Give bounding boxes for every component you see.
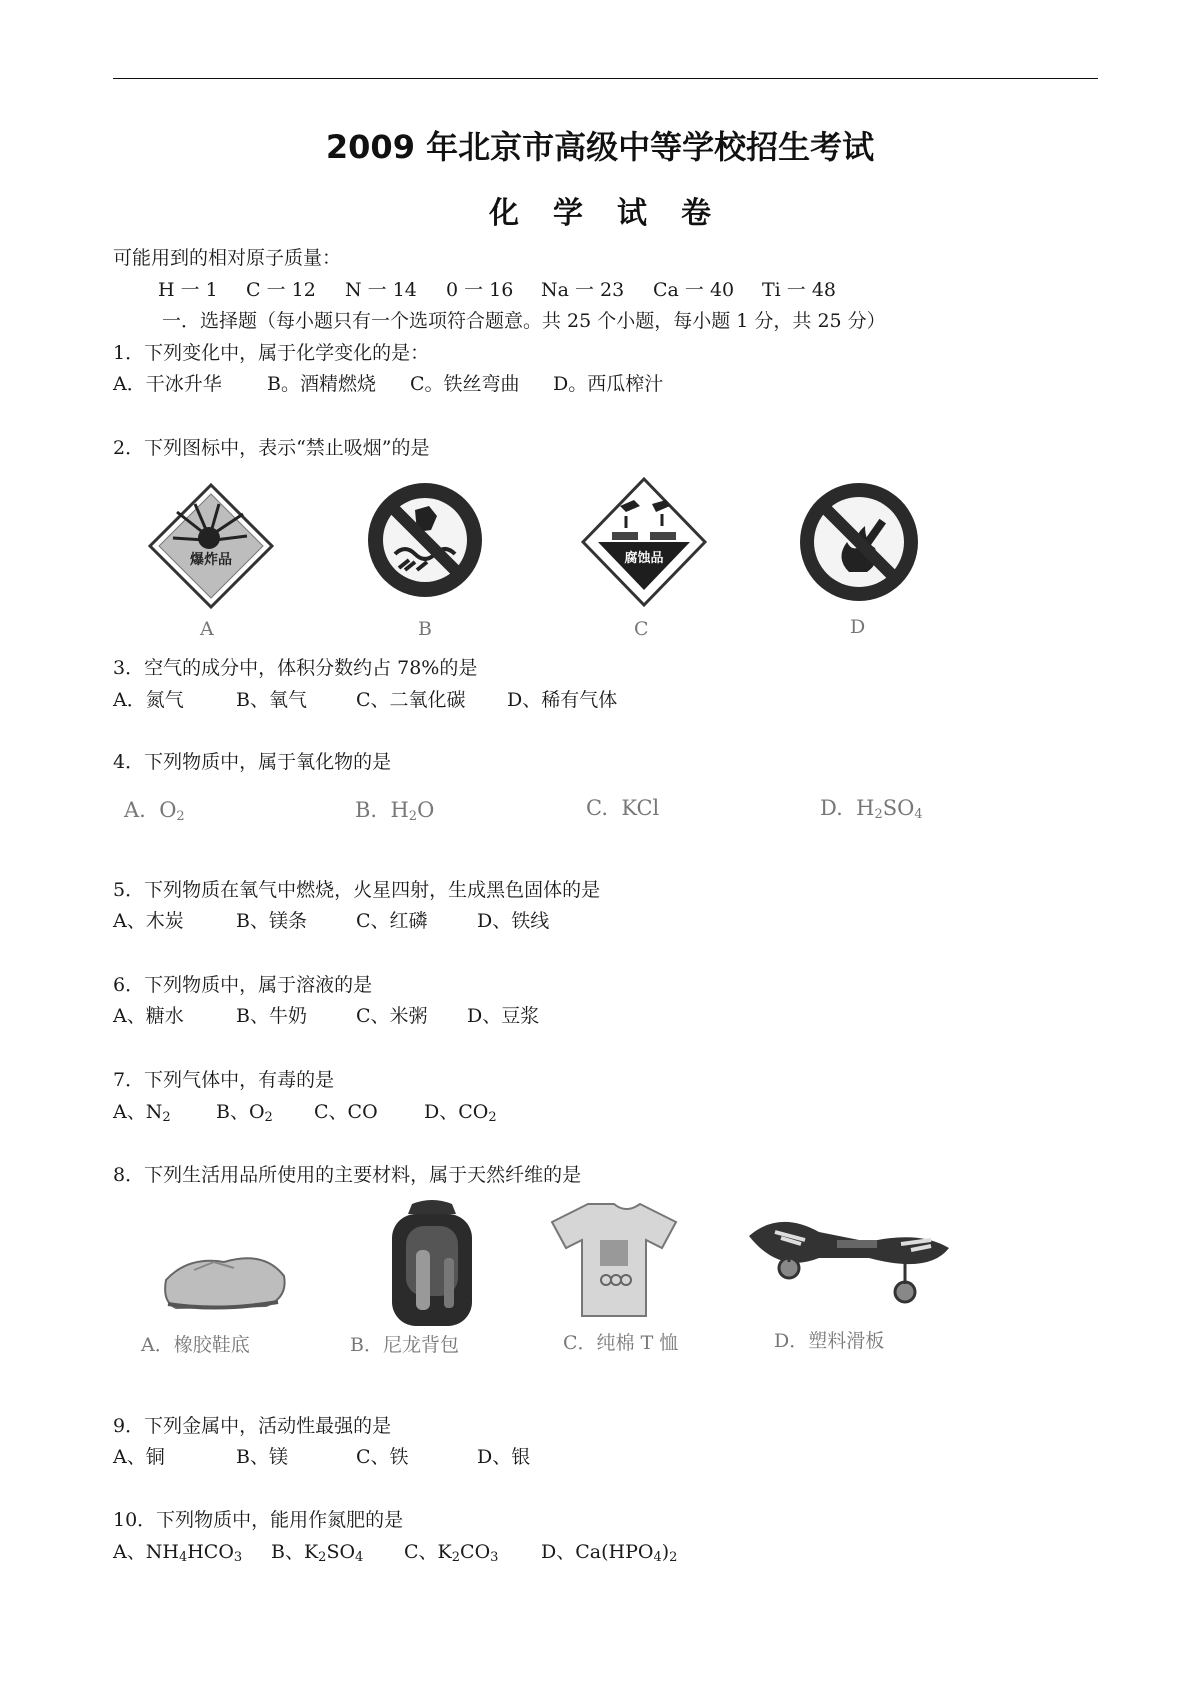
q10-stem: 10．下列物质中，能用作氮肥的是 bbox=[113, 1509, 404, 1531]
q7-option-a: A、$N_2$ bbox=[113, 1101, 171, 1125]
q10-option-c: C、$K_2CO_3$ bbox=[404, 1541, 499, 1565]
q7-option-d: D、$CO_2$ bbox=[424, 1101, 497, 1125]
corrosive-sign-text: 腐蚀品 bbox=[624, 551, 664, 566]
atomic-mass-c: C 一 12 bbox=[246, 279, 316, 301]
q1-option-a: A．干冰升华 bbox=[113, 373, 222, 395]
atomic-mass-o: 0 一 16 bbox=[446, 279, 514, 301]
q5-option-d: D、铁线 bbox=[477, 910, 550, 932]
q4-option-c: C. KCl bbox=[586, 796, 660, 820]
q9-option-c: C、铁 bbox=[356, 1446, 409, 1468]
q4-option-d: D. $H_2SO_4$ bbox=[820, 796, 923, 822]
q8-caption-a: A．橡胶鞋底 bbox=[141, 1334, 250, 1356]
q4-option-a: A. $O_2$ bbox=[124, 798, 185, 824]
q5-stem: 5．下列物质在氧气中燃烧，火星四射，生成黑色固体的是 bbox=[113, 879, 601, 901]
q8-stem: 8．下列生活用品所使用的主要材料，属于天然纤维的是 bbox=[113, 1164, 582, 1186]
q10-option-b: B、$K_2SO_4$ bbox=[271, 1541, 364, 1565]
atomic-mass-h: H 一 1 bbox=[158, 279, 218, 301]
exam-subtitle: 化学试卷 bbox=[489, 196, 745, 231]
explosive-sign-icon bbox=[147, 482, 275, 610]
plastic-skateboard-image bbox=[745, 1206, 955, 1308]
exam-title: 2009 年北京市高级中等学校招生考试 bbox=[325, 128, 875, 166]
q7-option-c: C、CO bbox=[314, 1101, 378, 1123]
q2-stem: 2．下列图标中，表示“禁止吸烟”的是 bbox=[113, 437, 430, 459]
q3-option-a: A．氮气 bbox=[113, 689, 184, 711]
cotton-tshirt-image bbox=[548, 1200, 680, 1320]
q4-stem: 4．下列物质中，属于氧化物的是 bbox=[113, 751, 392, 773]
q2-label-c: C bbox=[634, 618, 649, 640]
q9-stem: 9．下列金属中，活动性最强的是 bbox=[113, 1415, 392, 1437]
q10-option-a: A、$NH_4HCO_3$ bbox=[113, 1541, 243, 1565]
q8-caption-b: B．尼龙背包 bbox=[350, 1334, 459, 1356]
atomic-mass-n: N 一 14 bbox=[345, 279, 417, 301]
q2-label-a: A bbox=[200, 618, 214, 640]
atomic-mass-label: 可能用到的相对原子质量： bbox=[113, 247, 342, 269]
q1-option-b: B。酒精燃烧 bbox=[267, 373, 376, 395]
explosive-sign-text: 爆炸品 bbox=[190, 552, 232, 568]
q1-option-c: C。铁丝弯曲 bbox=[410, 373, 520, 395]
q2-label-d: D bbox=[850, 616, 866, 638]
no-smoking-sign-icon bbox=[797, 480, 921, 604]
no-fishing-sign-icon bbox=[365, 480, 485, 600]
nylon-backpack-image bbox=[382, 1198, 482, 1330]
rubber-shoe-image bbox=[160, 1232, 290, 1318]
q9-option-a: A、铜 bbox=[113, 1446, 165, 1468]
q6-option-d: D、豆浆 bbox=[467, 1005, 540, 1027]
q3-stem: 3．空气的成分中，体积分数约占 78%的是 bbox=[113, 657, 478, 679]
q1-option-d: D。西瓜榨汁 bbox=[553, 373, 664, 395]
q8-caption-d: D．塑料滑板 bbox=[774, 1330, 885, 1352]
q3-option-b: B、氧气 bbox=[236, 689, 307, 711]
q7-option-b: B、$O_2$ bbox=[216, 1101, 273, 1125]
atomic-mass-ti: Ti 一 48 bbox=[762, 279, 837, 301]
q6-option-b: B、牛奶 bbox=[236, 1005, 307, 1027]
q5-option-a: A、木炭 bbox=[113, 910, 184, 932]
q9-option-d: D、银 bbox=[477, 1446, 531, 1468]
q1-stem: 1．下列变化中，属于化学变化的是： bbox=[113, 342, 430, 364]
q6-option-c: C、米粥 bbox=[356, 1005, 428, 1027]
corrosive-sign-icon bbox=[580, 476, 708, 608]
atomic-mass-na: Na 一 23 bbox=[541, 279, 625, 301]
q3-option-d: D、稀有气体 bbox=[507, 689, 618, 711]
q4-option-b: B. $H_2O$ bbox=[355, 798, 435, 824]
q2-label-b: B bbox=[418, 618, 432, 640]
section1-heading: 一．选择题（每小题只有一个选项符合题意。共 25 个小题，每小题 1 分，共 25 分） bbox=[162, 310, 886, 332]
q6-stem: 6．下列物质中，属于溶液的是 bbox=[113, 974, 373, 996]
q3-option-c: C、二氧化碳 bbox=[356, 689, 466, 711]
q7-stem: 7．下列气体中，有毒的是 bbox=[113, 1069, 335, 1091]
q8-caption-c: C．纯棉 T 恤 bbox=[563, 1332, 679, 1354]
q5-option-c: C、红磷 bbox=[356, 910, 428, 932]
q10-option-d: D、$Ca(HPO_4)_2$ bbox=[541, 1541, 678, 1565]
q5-option-b: B、镁条 bbox=[236, 910, 307, 932]
atomic-mass-ca: Ca 一 40 bbox=[653, 279, 735, 301]
header-rule bbox=[113, 78, 1098, 79]
q6-option-a: A、糖水 bbox=[113, 1005, 184, 1027]
q9-option-b: B、镁 bbox=[236, 1446, 288, 1468]
